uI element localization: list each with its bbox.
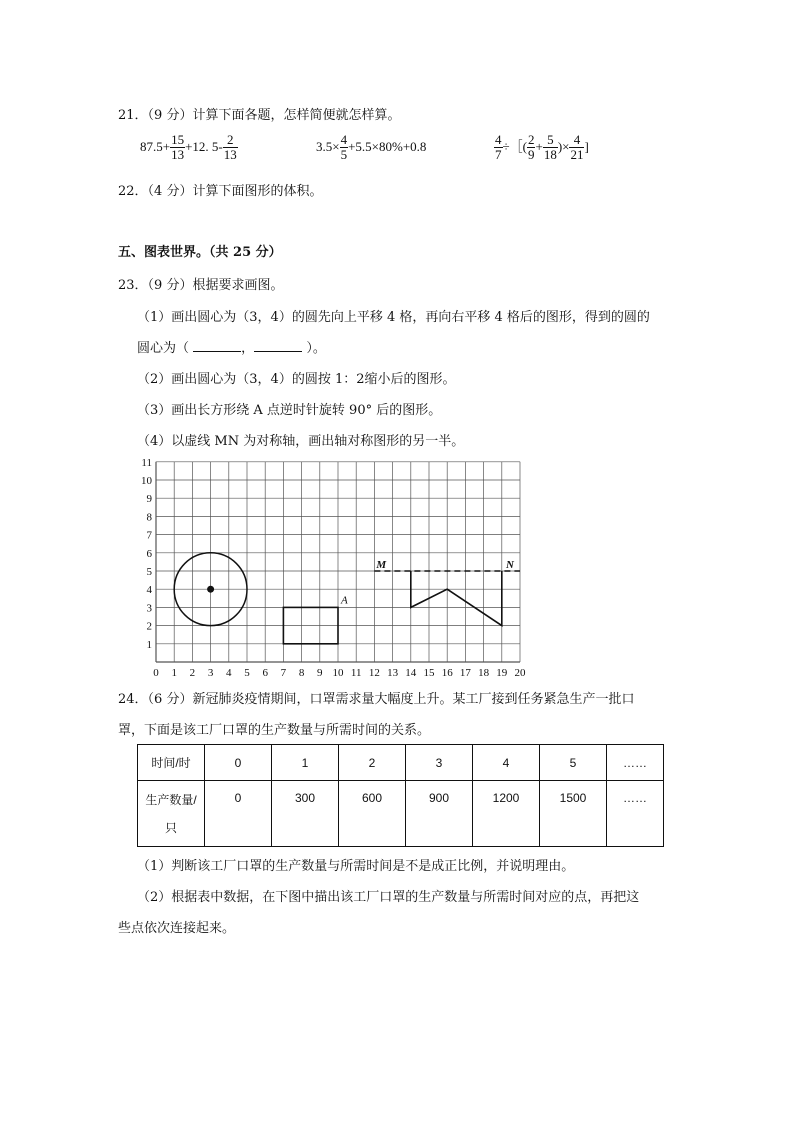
x-tick-label: 16 [441,667,453,679]
q24-part-2-line-a: （2）根据表中数据，在下图中描出该工厂口罩的生产数量与所需时间对应的点，再把这 [137,890,640,905]
x-tick-label: 0 [153,667,159,679]
table-cell: …… [607,781,664,847]
q21-expression-1 [140,133,238,163]
x-tick-label: 8 [298,667,305,679]
x-tick-label: 4 [226,667,232,679]
quantity-label-a: 生产数量/ [145,792,197,807]
y-tick-label: 3 [146,602,152,615]
y-tick-label: 4 [146,584,152,597]
y-tick-label: 11 [141,456,152,469]
x-tick-label: 18 [478,667,490,679]
expr3-part-c: )× [557,138,570,154]
y-tick-label: 2 [146,620,152,633]
table-cell: 3 [406,745,473,781]
fraction-15-13: $\frac{15}{13}$ [171,132,185,163]
expr1-part-b: +12. 5- [185,138,223,154]
table-cell: 1500 [540,781,607,847]
point-a-label: A [341,594,348,607]
production-table [137,744,664,847]
expr3-part-d: ] [584,138,589,154]
table-cell: 1200 [473,781,540,847]
y-tick-label: 7 [146,529,152,542]
expr2-part-a: 3.5× [316,138,340,154]
answer-blank-x[interactable] [193,339,241,352]
table-cell: 900 [406,781,473,847]
x-tick-label: 2 [189,667,196,679]
q24-header-line-b: 罩，下面是该工厂口罩的生产数量与所需时间的关系。 [118,723,431,738]
table-cell: 0 [205,745,272,781]
q21-header: 21．（9 分）计算下面各题，怎样简便就怎样算。 [118,108,401,123]
fraction-4-21: $\frac{4}{21}$ [570,132,584,163]
x-tick-label: 17 [459,667,471,679]
x-tick-label: 3 [207,667,214,679]
center-suffix: ）。 [306,341,326,356]
q24-header-line-a: 24．（6 分）新冠肺炎疫情期间，口罩需求量大幅度上升。某工厂接到任务紧急生产一批口 [118,692,635,707]
q23-part-4: （4）以虚线 MN 为对称轴，画出轴对称图形的另一半。 [137,434,465,449]
table-cell: 0 [205,781,272,847]
q21-expression-2 [316,133,426,163]
section-5-title: 五、图表世界。（共 25 分） [118,245,282,260]
q23-part-2: （2）画出圆心为（3，4）的圆按 1：2缩小后的图形。 [137,372,456,387]
y-tick-label: 10 [141,475,152,487]
x-tick-label: 6 [262,667,268,679]
q23-header: 23．（9 分）根据要求画图。 [118,278,284,293]
table-cell: 600 [339,781,406,847]
x-tick-label: 14 [405,667,417,679]
x-tick-label: 11 [350,667,362,679]
table-cell: …… [607,745,664,781]
expr2-part-b: +5.5×80%+0.8 [348,138,427,154]
expr1-part-a: 87.5+ [140,138,171,154]
half-figure-polyline [411,571,502,626]
x-tick-label: 20 [514,667,526,679]
x-tick-label: 13 [387,667,399,679]
point-m-label: M [376,559,387,571]
y-tick-label: 8 [146,511,152,524]
y-tick-label: 5 [146,566,152,578]
y-tick-label: 9 [146,493,152,506]
x-tick-label: 15 [423,667,435,679]
table-header-time: 时间/时 [138,745,205,781]
quantity-label-b: 只 [164,820,177,835]
y-tick-label: 6 [146,547,152,560]
fraction-2-13: $\frac{2}{13}$ [223,132,237,163]
table-cell: 300 [272,781,339,847]
table-cell: 5 [540,745,607,781]
x-tick-label: 10 [332,667,344,679]
x-tick-label: 7 [280,667,287,679]
q21-expression-3 [494,133,589,163]
coordinate-grid [136,455,536,681]
q22-header: 22．（4 分）计算下面图形的体积。 [118,184,323,199]
q23-part-3: （3）画出长方形绕 A 点逆时针旋转 90° 后的图形。 [137,403,442,418]
table-row-time [138,745,664,781]
center-prefix: 圆心为（ [137,341,190,356]
y-tick-label: 1 [146,638,152,651]
q23-part-1-line-b [137,337,326,356]
circle-center-dot [207,586,214,593]
table-cell: 4 [473,745,540,781]
q24-part-2-line-b: 些点依次连接起来。 [118,921,236,936]
table-row-quantity [138,781,664,847]
x-tick-label: 5 [244,667,250,679]
fraction-4-5: $\frac{4}{5}$ [340,132,348,163]
table-cell: 2 [339,745,406,781]
table-header-quantity [138,781,205,847]
x-tick-label: 9 [317,667,323,679]
center-comma: ， [241,341,255,356]
expr3-part-a: ÷［( [502,138,527,154]
x-tick-label: 19 [496,667,508,679]
fraction-5-18: $\frac{5}{18}$ [543,132,557,163]
fraction-4-7: $\frac{4}{7}$ [495,132,502,163]
q23-part-1-line-a: （1）画出圆心为（3，4）的圆先向上平移 4 格，再向右平移 4 格后的图形，得到的圆的 [137,310,650,325]
point-n-label: N [506,559,514,571]
answer-blank-y[interactable] [254,339,302,352]
fraction-2-9: $\frac{2}{9}$ [527,132,535,163]
q24-part-1: （1）判断该工厂口罩的生产数量与所需时间是不是成正比例，并说明理由。 [137,859,575,874]
x-tick-label: 12 [368,667,380,679]
expr3-part-b: + [535,138,543,154]
table-cell: 1 [272,745,339,781]
x-tick-label: 1 [171,667,177,679]
